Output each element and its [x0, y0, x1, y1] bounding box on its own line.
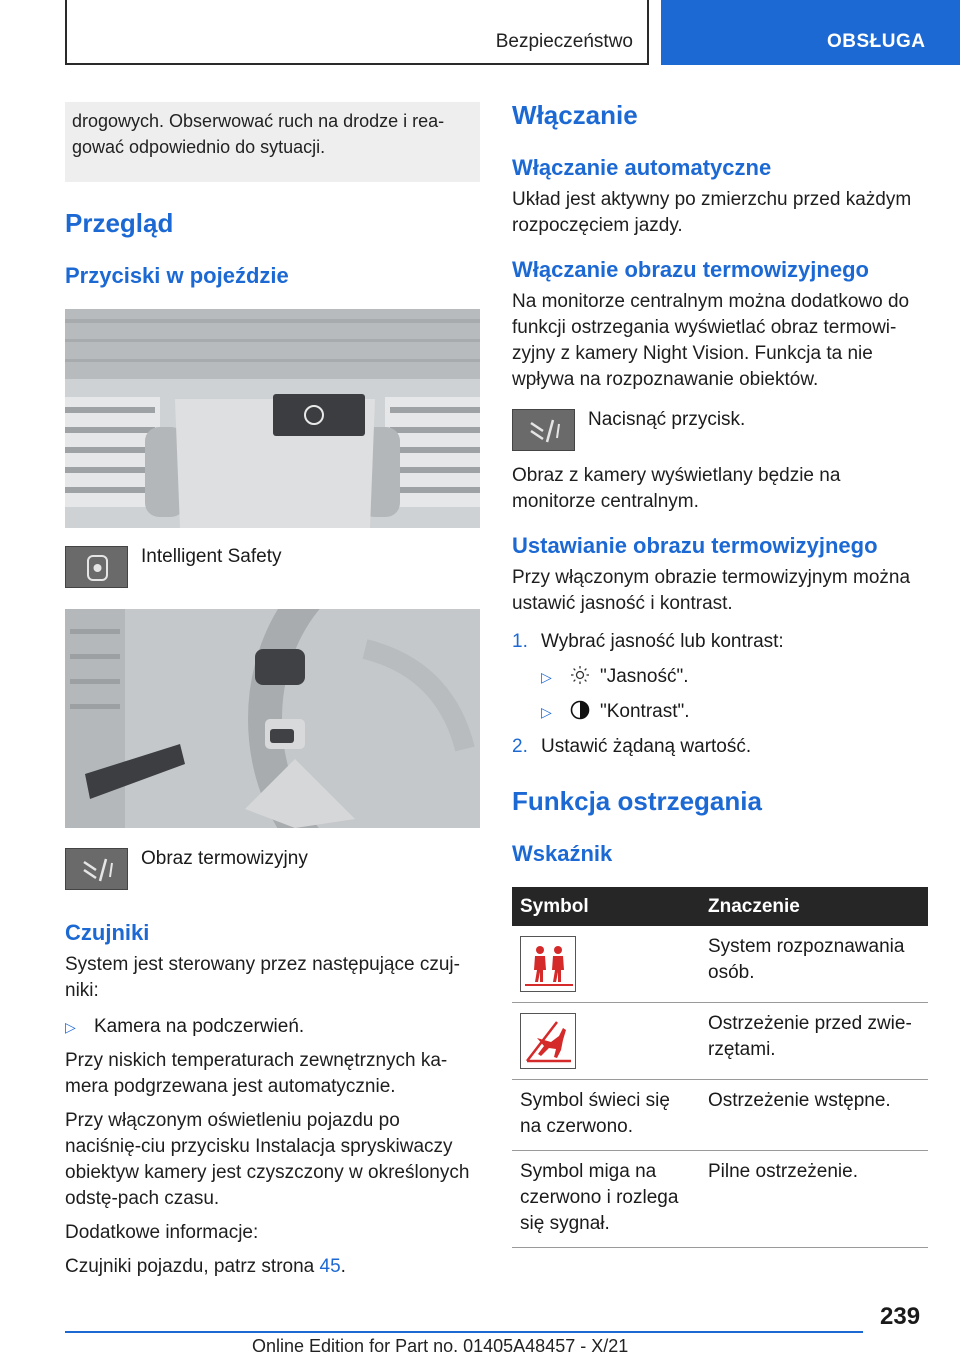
brightness-icon	[570, 664, 600, 690]
night-vision-button-icon	[65, 848, 128, 890]
table-cell-symbol: Symbol świeci się na czerwono.	[512, 1080, 700, 1151]
icon-row-press-button	[512, 409, 928, 451]
table-cell-meaning: Pilne ostrzeżenie.	[700, 1151, 928, 1248]
intelligent-safety-label: Intelligent Safety	[141, 546, 282, 567]
option-brightness: ▷ "Jasność".	[512, 664, 928, 690]
person-detection-icon	[520, 936, 576, 992]
bullet-triangle-icon: ▷	[65, 1019, 76, 1035]
icon-row-intelligent-safety	[65, 546, 480, 588]
page-link[interactable]: 45	[319, 1256, 341, 1277]
option-contrast: ▷ "Kontrast".	[512, 699, 928, 725]
paragraph-camera-cleaning: Przy włączonym oświetleniu pojazdu po naciśnię‐ciu przycisku Instalacja spryskiwaczy obiektyw kamery jest czyszczony w określonych odstę‐pach czasu.	[65, 1110, 470, 1209]
footer-edition: Online Edition for Part no. 01405A48457 - X/21	[252, 1336, 629, 1356]
heading-thermal-on: Włączanie obrazu termowizyjnego	[512, 257, 869, 282]
heading-auto-on: Włączanie automatyczne	[512, 155, 772, 180]
table-row	[512, 1151, 928, 1248]
table-header-symbol: Symbol	[512, 887, 700, 926]
table-cell-meaning: Ostrzeżenie wstępne.	[700, 1080, 928, 1151]
night-vision-button-icon	[512, 409, 575, 451]
table-cell-symbol: Symbol miga na czerwono i rozlega się sygnał.	[512, 1151, 700, 1248]
press-button-label: Nacisnąć przycisk.	[588, 409, 746, 430]
header-tab-obsluga[interactable]	[661, 0, 960, 65]
left-column	[65, 102, 480, 1280]
table-row	[512, 926, 928, 1003]
indicator-table	[512, 887, 928, 1248]
sensor-list-item: ▷ Kamera na podczerwień.	[65, 1014, 480, 1040]
table-row	[512, 1003, 928, 1080]
paragraph-heated-camera: Przy niskich temperaturach zewnętrznych ka‐mera podgrzewana jest automatycznie.	[65, 1050, 448, 1097]
animal-warning-icon	[520, 1013, 576, 1069]
steering-illustration	[65, 609, 480, 828]
table-header-row	[512, 887, 928, 926]
table-cell-meaning: System rozpoznawania osób.	[700, 926, 928, 1003]
footer-rule	[65, 1331, 863, 1333]
table-header-meaning: Znaczenie	[700, 887, 928, 926]
thermal-on-text: Na monitorze centralnym można dodatkowo do funkcji ostrzegania wyświetlać obraz termowi‐zyjny z kamery Night Vision. Funkcja ta nie wpływa na rozpoznawanie obiektów.	[512, 291, 910, 390]
table-row	[512, 1080, 928, 1151]
paragraph-sensors-reference: Czujniki pojazdu, patrz strona 45.	[65, 1256, 346, 1277]
note-box	[65, 102, 480, 182]
heading-indicator: Wskaźnik	[512, 841, 613, 866]
header-section-box	[65, 0, 649, 65]
bullet-triangle-icon: ▷	[541, 704, 552, 720]
sensors-intro: System jest sterowany przez następujące czuj‐niki:	[65, 954, 460, 1001]
dashboard-illustration	[65, 309, 480, 528]
heading-adjust-thermal: Ustawianie obrazu termowizyjnego	[512, 533, 878, 558]
display-text: Obraz z kamery wyświetlany będzie na monitorze centralnym.	[512, 465, 841, 512]
auto-on-text: Układ jest aktywny po zmierzchu przed każdym rozpoczęciem jazdy.	[512, 189, 912, 236]
heading-switch-on: Włączanie	[512, 100, 638, 130]
header-section-title: Bezpieczeństwo	[495, 31, 633, 52]
heading-sensors: Czujniki	[65, 920, 150, 945]
adjust-text: Przy włączonym obrazie termowizyjnym można ustawić jasność i kontrast.	[512, 567, 911, 614]
dashboard-button-photo	[65, 309, 480, 528]
heading-buttons: Przyciski w pojeździe	[65, 263, 289, 288]
step-2: 2. Ustawić żądaną wartość.	[512, 736, 752, 757]
header-tab-label: OBSŁUGA	[827, 31, 926, 52]
right-column	[512, 100, 928, 1248]
icon-row-thermal-image	[65, 848, 480, 890]
steering-area-photo	[65, 609, 480, 828]
thermal-image-label: Obraz termowizyjny	[141, 848, 308, 869]
bullet-triangle-icon: ▷	[541, 669, 552, 685]
page-number: 239	[880, 1303, 921, 1330]
heading-overview: Przegląd	[65, 208, 174, 238]
table-cell-meaning: Ostrzeżenie przed zwie‐rzętami.	[700, 1003, 928, 1080]
heading-warning-function: Funkcja ostrzegania	[512, 786, 762, 816]
step-1: 1. Wybrać jasność lub kontrast:	[512, 631, 784, 652]
note-text: drogowych. Obserwować ruch na drodze i rea‐gować odpowiednio do sytuacji.	[72, 111, 445, 157]
paragraph-more-info: Dodatkowe informacje:	[65, 1222, 259, 1243]
contrast-icon	[570, 699, 600, 725]
intelligent-safety-button-icon	[65, 546, 128, 588]
